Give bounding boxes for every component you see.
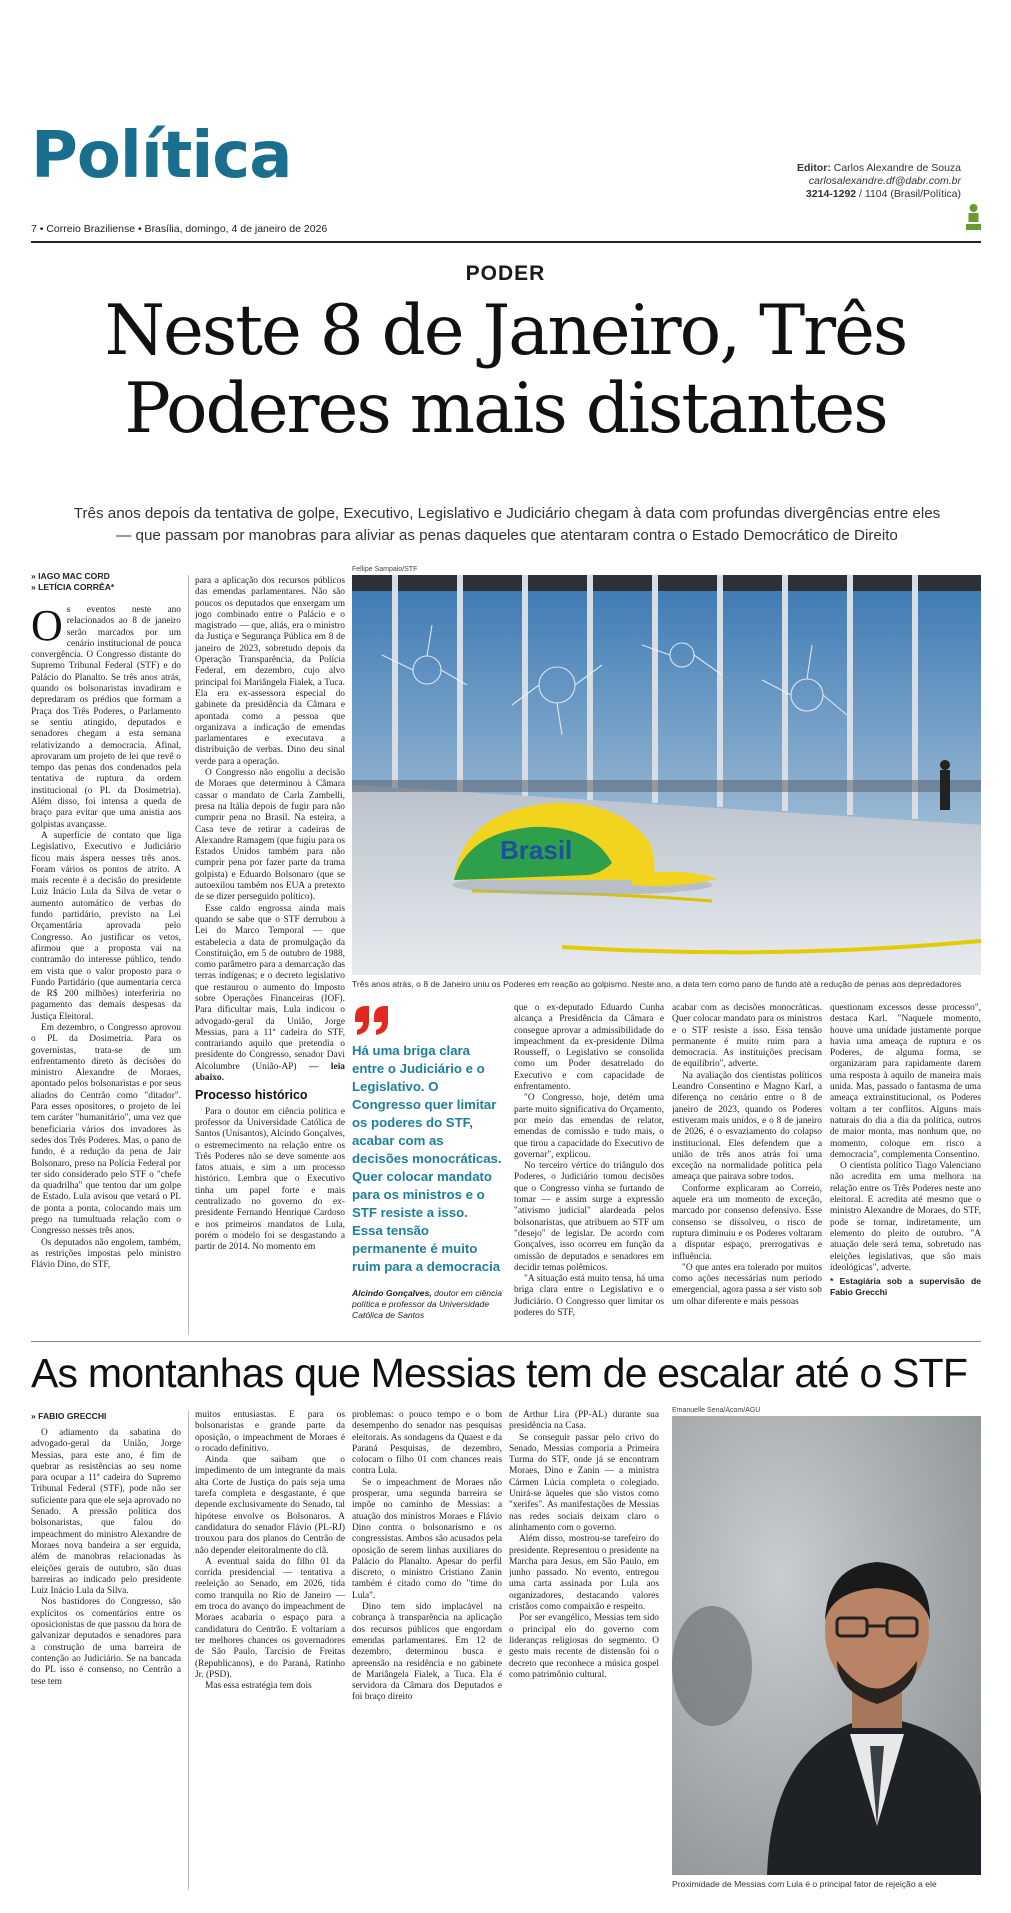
byline (31, 571, 181, 593)
column-divider (188, 1410, 189, 1890)
editor-email: carlosalexandre.df@dabr.com.br (808, 175, 961, 187)
main-col-1: Os eventos neste ano relacionados ao 8 de janeiro serão marcados por um cenário institucional de pouca convergência. O Congresso distante do Supremo Tribunal Federal (STF) e do Palácio do Planalto. Se três anos atrás, quando os bolsonaristas invadiram e depredaram os prédios que formam a Praça dos Três Poderes, o Parlamento se sentiu atingido, deputados e senadores chegam a esta semana relativizando a democracia. Afinal, aprovaram um projeto de lei que revê o tempo das penas dos condenados pela tentativa de ruptura da ordem institucional (o PL da Dosimetria). Além disso, foi intensa a queda de braço para evitar que uma anistia aos golpistas avançasse. A superfície de contato que liga Legislativo, Executivo e Judiciário ficou mais áspera nesses três anos. Foram vários os pontos de atrito. A mais recente é a decisão do presidente Luiz Inácio Lula da Silva de vetar o aumento automático de verbas do fundo partidário, previsto na Lei Orçamentária aprovada pelo Congresso. Ao justificar os vetos, afirmou que a proposta vai na contramão do interesse público, tendo em vista que o valor proposto para o Fundo Partidário (que aumentaria cerca de R$ 200 milhões) interferiria no pagamento das demais despesas da Justiça Eleitoral. Em dezembro, o Congresso aprovou o PL da Dosimetria. Para os governistas, trata-se de um enfrentamento direto às decisões do ministro Alexandre de Moraes, apontado pelos bolsonaristas e por seus aliados do Centrão como "ditador". Para esses opositores, o projeto de lei tem caráter "humanitário", uma vez que beneficiaria vários dos invadores às sedes dos Três Poderes. Mas, o pano de fundo, é a redução da pena de Jair Bolsonaro, preso na Polícia Federal por ter sido considerado pelo STF o "chefe da quadrilha" que tentou dar um golpe de Estado. Lula avisou que vetará o PL de ponta a ponta, colocando mais um prego na tumultuada relação com o Congresso nesses três anos. Os deputados não engolem, também, as restrições impostas pelo ministro Flávio Dino, do STF, (31, 605, 181, 1271)
quote-icon (352, 1003, 392, 1037)
quote-attribution: Alcindo Gonçalves, doutor em ciência política e professor da Universidade Católica de Santos (352, 1288, 502, 1320)
intern-note: * Estagiária sob a supervisão de Fabio Grecchi (830, 1276, 981, 1298)
photo-credit: Fellipe Sampaio/STF (352, 566, 418, 573)
pull-quote: Há uma briga clara entre o Judiciário e o Legislativo. O Congresso quer limitar os poderes do STF, acabar com as decisões monocráticas. Quer colocar mandato para os ministros e o STF resiste a isso. Essa tensão permanente é muito ruim para a democracia (352, 1043, 502, 1274)
main-col-4: que o ex-deputado Eduardo Cunha alcança a Presidência da Câmara e consegue aprovar a admissibilidade do impeachment da ex-presidente Dilma Rousseff, o Legislativo se consolida como um Poder desatrelado do Executivo e com capacidade de enfrentamento. "O Congresso, hoje, detém uma parte muito significativa do Orçamento, por meio das emendas de relator, emendas de comissão e tudo mais, o que tirou a capacidade do Executivo de governar", explicou. No terceiro vértice do triângulo dos Poderes, o Judiciário tomou decisões que o Congresso vinha se furtando de tomar — e assim surge a expressão "ativismo judicial" alardeada pelos bolsonaristas, que atribuem ao STF um "desejo" de legislar. De acordo com Gonçalves, isso ocorreu em função da omissão de deputados e senadores em decidir temas polêmicos. "A situação está muito tensa, há uma briga clara entre o Legislativo e o Judiciário. O Congresso quer limitar os poderes do STF, (514, 1003, 664, 1319)
leia-abaixo-link[interactable]: — leia abaixo. (195, 1061, 345, 1084)
quote-author: Alcindo Gonçalves, (352, 1288, 432, 1298)
kicker: PODER (465, 262, 546, 285)
deck: Três anos depois da tentativa de golpe, Executivo, Legislativo e Judiciário chegam à data com profundas divergências entre eles — que passam por manobras para aliviar as penas daqueles que atentaram contra o Estado Democrático de Direito (73, 505, 941, 544)
messias-photo (672, 1416, 981, 1875)
column-divider (188, 575, 189, 1335)
page-meta: 7 • Correio Braziliense • Brasília, domingo, 4 de janeiro de 2026 (31, 223, 328, 235)
cap-text: Brasil (500, 835, 573, 865)
headline-line-2: Poderes mais distantes (124, 369, 887, 449)
section-title: Política (31, 119, 292, 193)
main-photo (352, 575, 981, 975)
headline-line-1: Neste 8 de Janeiro, Três (104, 291, 907, 371)
second-byline: » FABIO GRECCHI (31, 1411, 107, 1421)
second-col-1: O adiamento da sabatina do advogado-geral da União, Jorge Messias, para este ano, é fim de quebrar as resistências ao seu nome para ocupar a 11ª cadeira do Supremo Tribunal Federal (STF), pode não ser suficiente para que ele seja aprovado no Senado. A pressão política dos bolsonaristas, que falou do impeachment do ministro Alexandre de Moraes nova bandeira a ser erguida, além de manobras relacionadas às eleições gerais de outubro, são duas barreiras ao indicado pelo presidente Luiz Inácio Lula da Silva. Nos bastidores do Congresso, são explícitos os comentários entre os oposicionistas de que passou da hora de galvanizar deputados e senadores para a construção de uma barreira de contenção ao Judiciário. Se na bancada do PL isso é consenso, no Centrão a tese tem (31, 1428, 181, 1687)
editor-box (661, 162, 961, 201)
brand-person-icon (966, 203, 981, 231)
editor-phone: 3214-1292 (805, 188, 857, 200)
editor-label: Editor: (797, 162, 831, 174)
byline-author-2: » LETÍCIA CORRÊA* (31, 582, 115, 592)
editor-name: Carlos Alexandre de Souza (833, 162, 961, 174)
drop-cap: O (31, 605, 63, 650)
second-headline: As montanhas que Messias tem de escalar até o STF (31, 1350, 968, 1396)
story-divider (31, 1341, 981, 1342)
byline-author-1: » IAGO MAC CORD (31, 571, 110, 581)
photo-caption: Três anos atrás, o 8 de Janeiro uniu os Poderes em reação ao golpismo. Neste ano, a data tem como pano de fundo até a redução de penas aos depredadores (352, 979, 962, 989)
main-col-2: para a aplicação dos recursos públicos das emendas parlamentares. Não são poucos os deputados que enxergam um jogo combinado entre o Palácio e o magistrado — que, aliás, era o ministro da Justiça e Segurança Pública em 8 de janeiro de 2023, sobretudo depois da Operação Transparência, da Polícia Federal, em dezembro, cujo alvo principal foi Mariângela Fialek, a Tuca. Ela era ex-assessora especial do gabinete da presidência da Câmara e apontada como a pessoa que organizava a indicação de emendas parlamentares e executava a distribuição de verbas. Dino deu sinal verde para a operação. O Congresso não engoliu a decisão de Moraes que determinou à Câmara cassar o mandato de Carla Zambelli, presa na Itália depois de fugir para não cumprir pena no Brasil. Na esteira, a Casa teve de retirar a cadeiras de Alexandre Ramagem (que fugiu para os Estados Unidos também para não cumprir pena por fazer parte da trama golpista) e Eduardo Bolsonaro (que se autoexilou também nos EUA a pretexto de se dizer perseguido político). Esse caldo engrossa ainda mais quando se sabe que o STF derrubou a Lei do Marco Temporal — que estabelecia a data de promulgação da Constituição, em 5 de outubro de 1988, como parâmetro para a demarcação das terras indígenas; e o decreto legislativo que restaurou o aumento do Imposto sobre Operações Financeiras (IOF). Para dificultar mais, Lula indicou o advogado-geral da União, Jorge Messias, para a 11ª cadeira do STF, contrariando aquilo que pretendia o presidente do Congresso, senador Davi Alcolumbre (União-AP) — leia abaixo. Processo histórico Para o doutor em ciência política e professor da Universidade Católica de Santos (Unisantos), Alcindo Gonçalves, o estremecimento na relação entre os Três Poderes não se deve somente aos fatos atuais, e sim a um processo histórico. Lembra que o Executivo tinha um papel forte e mais centralizado no governo do ex-presidente Fernando Henrique Cardoso e nos primeiros mandatos de Lula, porém o modelo foi se desgastando a partir de 2014. No momento em (195, 576, 345, 1253)
second-photo-credit: Emanuelle Sena/Acom/AGU (672, 1407, 761, 1414)
second-col-4: de Arthur Lira (PP-AL) durante sua presidência na Casa. Se conseguir passar pelo crivo do Senado, Messias comporia a Primeira Turma do STF, onde já se encontram Moraes, Dino e Zanin — a ministra Cármen Lúcia completa o colegiado. Unirá-se àqueles que são vistos como "xerifes". As manifestações de Messias nas redes sociais deixam claro o alinhamento com o governo. Além disso, mostrou-se tarefeiro do presidente. Representou o presidente na Marcha para Jesus, em São Paulo, em junho passado. No evento, entregou uma carta assinada por Lula aos organizadores, destacando valores cristãos como compaixão e respeito. Por ser evangélico, Messias tem sido o principal elo do governo com lideranças religiosas do segmento. O gesto mais recente de distensão foi o decreto que reconhece a música gospel como patrimônio cultural. (509, 1410, 659, 1680)
headline (0, 292, 1011, 448)
subhead: Processo histórico (195, 1088, 308, 1103)
header-rule (31, 241, 981, 243)
second-col-2: muitos entusiastas. E para os bolsonaristas e grande parte da oposição, o impeachment de Moraes é o rocado definitivo. Ainda que saibam que o impedimento de um integrante da mais alta Corte de Justiça do país seja uma tarefa completa e desgastante, é que depende exclusivamente do Senado, tal hipótese envolve os Bolsonaros. A candidatura do senador Flávio (PL-RJ) trouxou para dos planos do Centrão de não depender eleitoralmente do clã. A eventual saída do filho 01 da corrida presidencial — tentativa a reeleição ao Senado, em 2026, tida como tranquila no Rio de Janeiro — em troca do avanço do impeachment de Moraes acabaria o espaço para a candidatura do Centrão. E voltariam a ter melhores chances os governadores de São Paulo, Tarcísio de Freitas (Republicanos), e do Paraná, Ratinho Jr. (PSD). Mas essa estratégia tem dois (195, 1410, 345, 1692)
main-col-5: acabar com as decisões monocráticas. Quer colocar mandato para os ministros e o STF resiste a isso. Essa tensão permanente é muito ruim para a democracia. As instituições precisam de equilíbrio", adverte. Na avaliação dos cientistas políticos Leandro Consentino e Magno Karl, a diferença no cenário entre o 8 de janeiro de 2023, quando os Poderes estiveram mais unidos, e o 8 de janeiro de 2026, é o esvaziamento do colapso institucional. Eles defendem que a união de três anos atrás foi uma exceção na normalidade política pela ameaça que pairava sobre todos. Conforme explicaram ao Correio, aquele era um momento de exceção, marcado por consenso defensivo. Esse consenso se dissolveu, o risco de ruptura diminuiu e os Poderes voltaram a disputar espaço, prerrogativas e influência. "O que antes era tolerado por muitos como ações necessárias num período emergencial, agora passa a ser visto sob um olhar diferente e mais pessoas (672, 1003, 822, 1307)
second-photo-caption: Proximidade de Messias com Lula é o principal fator de rejeição a ele (672, 1879, 937, 1889)
editor-phone-extension: / 1104 (Brasil/Política) (856, 188, 961, 200)
main-col-6: questionam excessos desse processo", destaca Karl. "Naquele momento, houve uma unidade justamente porque havia uma ameaça de ruptura e os Poderes, de alguma forma, se organizaram para rapidamente darem uma resposta à aquilo de maneira mais unida. Mas, passado o fantasma de uma ameaça extrainstitucional, os Poderes voltam a ter conflitos. Alguns mais naturais do dia a dia da política, outros de maior monta, mas nonhum que, no momento, coloque em risco a democracia", complementa Consentino. O cientista político Tiago Valenciano não acredita em uma melhora na relação entre os Três Poderes neste ano eleitoral. E acredita até mesmo que o ministro Alexandre de Moraes, do STF, pode se tornar, indiretamente, um elemento do pleito de outubro. "A atuação dele será tema, sobretudo nas eleições legislativas, que são mais ideológicas", adverte. * Estagiária sob a supervisão de Fabio Grecchi (830, 1003, 981, 1298)
second-col-3: problemas: o pouco tempo e o bom desempenho do senador nas pesquisas eleitorais. As sondagens da Quaest e da Paraná Pesquisas, de dezembro, colocam o filho 01 com chances reais contra Lula. Se o impeachment de Moraes não prosperar, uma segunda barreira se impõe no caminho de Messias: a atuação dos ministros Moraes e Flávio Dino contra o bolsonarismo e os congressistas. Ambos são acusados pela oposição de serem linhas auxiliares do Palácio do Planalto. Apesar do perfil discreto, o ministro Cristiano Zanin também é citado como do "time do Lula". Dino tem sido implacável na cobrança à transparência na aplicação dos recursos públicos que engordam emendas parlamentares. Em 12 de dezembro, determinou busca e apreensão na residência e no gabinete de Mariângela Fialek, a Tuca. Ela é servidora da Câmara dos Deputados e foi braço direito (352, 1410, 502, 1703)
